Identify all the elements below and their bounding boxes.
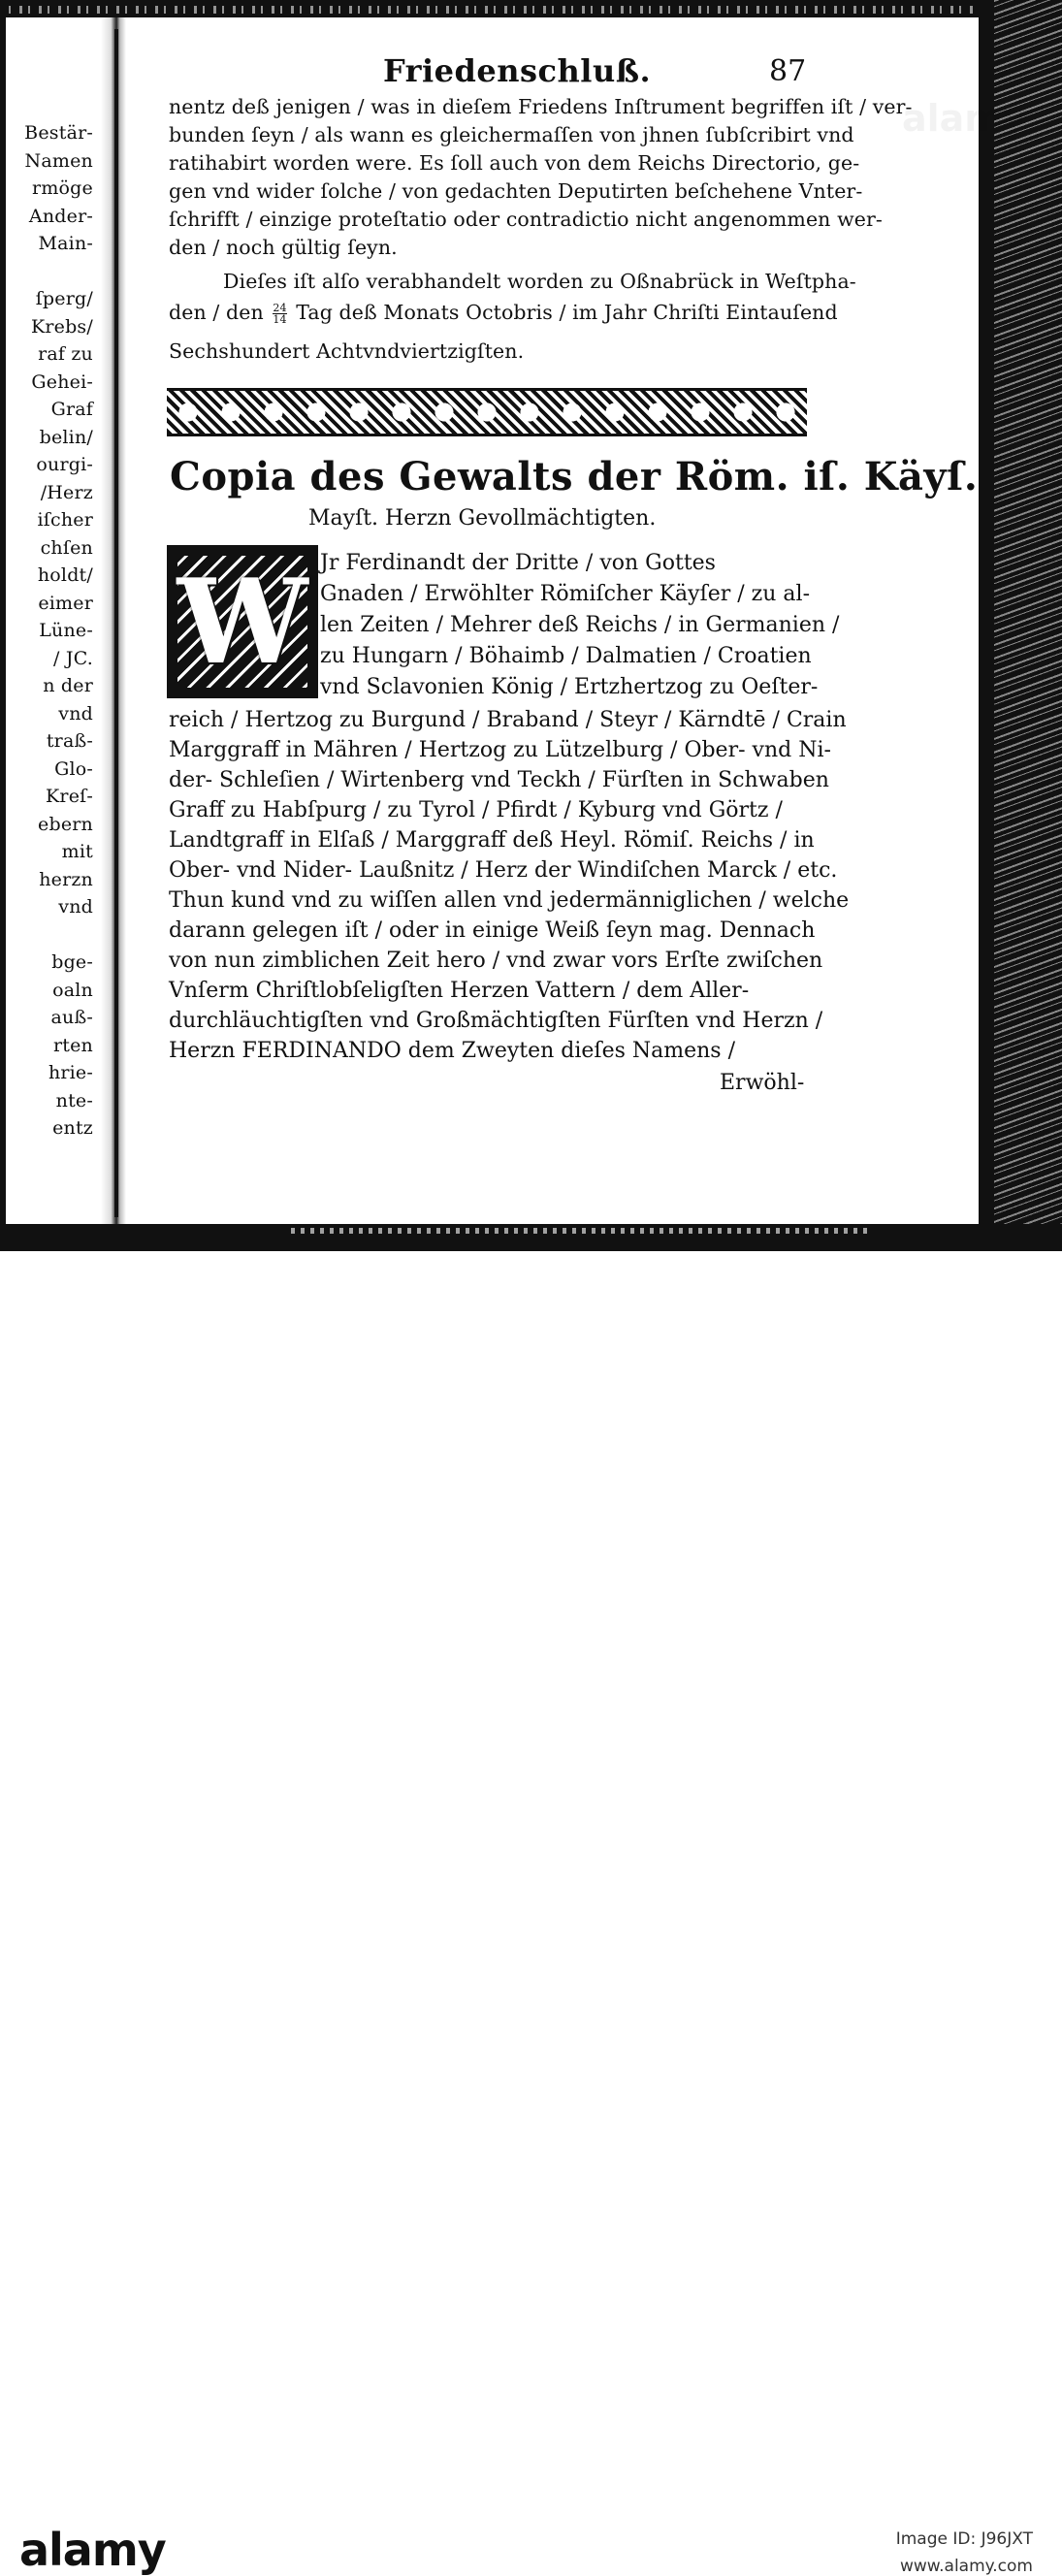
page-number: 87	[769, 54, 807, 88]
page-bottom-edge	[0, 1224, 1062, 1251]
closing-date-line: den / den $\frac{24}{14}$ Tag deß Monats Octobris / im Jahr Chriſti Eintauſend	[169, 301, 838, 326]
text-line: len Zeiten / Mehrer deß Reichs / in Germanien /	[320, 613, 840, 637]
closing-line: Dieſes iſt alſo verabhandelt worden zu Oßnabrück in Weſtpha-	[223, 270, 856, 293]
text-line: Landtgraff in Elſaß / Marggraff deß Heyl. Römiſ. Reichs / in	[169, 828, 815, 853]
text-line: Vnſerm Chriſtlobſeligſten Herzen Vattern / dem Aller-	[169, 979, 750, 1003]
left-page-line-fragment: hrie-	[48, 1062, 93, 1083]
closing-line: Sechshundert Achtvndviertzigſten.	[169, 339, 525, 363]
left-page-line-fragment: rten	[53, 1034, 93, 1056]
gutter-shadow-line	[114, 29, 118, 1217]
stock-footer	[0, 1251, 1062, 2576]
left-page-line-fragment: herzn	[39, 868, 93, 890]
text-line: nentz deß jenigen / was in dieſem Friedens Inſtrument begriffen iſt / ver-	[169, 95, 913, 118]
text-line: von nun zimblichen Zeit hero / vnd zwar vors Erſte zwiſchen	[169, 949, 823, 973]
left-page-line-fragment: Glo-	[54, 757, 93, 780]
left-page-line-fragment: vnd	[58, 896, 93, 918]
left-page-line-fragment: Bestär-	[24, 122, 93, 144]
ornate-initial: W	[167, 545, 318, 698]
left-page-line-fragment: / JC.	[53, 647, 93, 669]
left-page-line-fragment: Namen	[24, 149, 93, 172]
left-page-line-fragment: rmöge	[32, 177, 93, 199]
text-line: vnd Sclavonien König / Ertzhertzog zu Oeſter-	[320, 675, 819, 699]
left-page-line-fragment: traß-	[46, 730, 93, 752]
left-page-line-fragment: entz	[52, 1117, 93, 1139]
book-gutter	[101, 17, 126, 1224]
text-line: ratihabirt worden were. Es ſoll auch von dem Reichs Directorio, ge-	[169, 151, 860, 175]
text-line: reich / Hertzog zu Burgund / Braband / Steyr / Kärndtē / Crain	[169, 708, 847, 732]
left-page-line-fragment: n der	[43, 675, 93, 696]
left-page-line-fragment: Krebs/	[30, 315, 93, 338]
left-page-line-fragment: oaln	[52, 979, 93, 1001]
left-page-line-fragment: iſcher	[37, 509, 93, 531]
text-line: ſchrifft / einzige proteſtatio oder contradictio nicht angenommen wer-	[169, 208, 883, 231]
left-page-line-fragment: /Herz	[40, 481, 93, 503]
date-fraction: $\frac{24}{14}$	[273, 302, 287, 326]
text-line: Graff zu Habſpurg / zu Tyrol / Pfirdt / Kyburg vnd Görtz /	[169, 798, 783, 822]
left-page-line-fragment: vnd	[58, 702, 93, 724]
page-top-edge	[0, 0, 1062, 17]
text-line: Gnaden / Erwöhlter Römiſcher Käyſer / zu al-	[320, 582, 811, 606]
text-line: durchläuchtigſten vnd Großmächtigſten Fürſten vnd Herzn /	[169, 1009, 823, 1033]
text-line: Marggraff in Mähren / Hertzog zu Lützelburg / Ober- vnd Ni-	[169, 738, 831, 762]
left-page-line-fragment: ebern	[38, 813, 93, 835]
text-line: den / noch gültig ſeyn.	[169, 236, 398, 259]
left-page-line-fragment: nte-	[55, 1089, 93, 1111]
left-page-line-fragment: Gehei-	[31, 370, 93, 393]
left-page-line-fragment: Main-	[38, 233, 93, 254]
text-line: gen vnd wider ſolche / von gedachten Deputirten beſchehene Vnter-	[169, 179, 863, 203]
text-line: bunden ſeyn / als wann es gleichermaſſen von jhnen ſubſcribirt vnd	[169, 123, 854, 146]
left-page-line-fragment: belin/	[39, 426, 93, 448]
left-page-line-fragment: Ander-	[28, 205, 93, 227]
text-line: der- Schleſien / Wirtenberg vnd Teckh / Fürſten in Schwaben	[169, 768, 829, 792]
left-page-line-fragment: ourgi-	[36, 454, 93, 475]
section-subtitle: Mayſt. Herzn Gevollmächtigten.	[308, 506, 657, 531]
section-title: Copia des Gewalts der Röm. iſ. Käyſ.	[170, 454, 979, 499]
text-line: Herzn FERDINANDO dem Zweyten dieſes Namens /	[169, 1039, 735, 1063]
text-line: zu Hungarn / Böhaimb / Dalmatien / Croatien	[320, 644, 812, 668]
watermark: alamy	[902, 97, 1027, 140]
left-page-line-fragment: Kreſ-	[46, 786, 93, 807]
left-page-line-fragment: Lüne-	[39, 620, 93, 641]
text-line: Thun kund vnd zu wiſſen allen vnd jedermänniglichen / welche	[169, 888, 850, 913]
running-head: Friedenschluß.	[383, 52, 652, 89]
scanned-book-spread	[0, 0, 1062, 1251]
image-id: Image ID: J96JXT	[895, 2529, 1033, 2549]
text-line: Ober- vnd Nider- Laußnitz / Herz der Windiſchen Marck / etc.	[169, 858, 838, 883]
left-page-line-fragment: Graf	[50, 399, 93, 420]
left-page-line-fragment: auß-	[50, 1007, 93, 1028]
left-page-line-fragment: chſen	[40, 536, 93, 559]
left-page-line-fragment: ſperg/	[35, 288, 93, 309]
left-page-line-fragment: raf zu	[38, 343, 93, 365]
decorative-border-band	[167, 388, 807, 436]
marbled-edge	[979, 0, 1062, 1251]
left-page-line-fragment: mit	[61, 841, 93, 862]
text-line: darann gelegen iſt / oder in einige Weiß ſeyn mag. Dennach	[169, 918, 816, 943]
left-page-line-fragment: holdt/	[37, 564, 93, 586]
left-page-line-fragment: bge-	[51, 951, 93, 973]
site-url: www.alamy.com	[899, 2557, 1033, 2576]
left-page-fragment	[6, 17, 101, 1224]
catchword: Erwöhl-	[720, 1071, 805, 1095]
text-line: Jr Ferdinandt der Dritte / von Gottes	[320, 551, 716, 575]
brand-logo: alamy	[19, 2524, 166, 2576]
left-page-line-fragment: eimer	[38, 592, 93, 614]
